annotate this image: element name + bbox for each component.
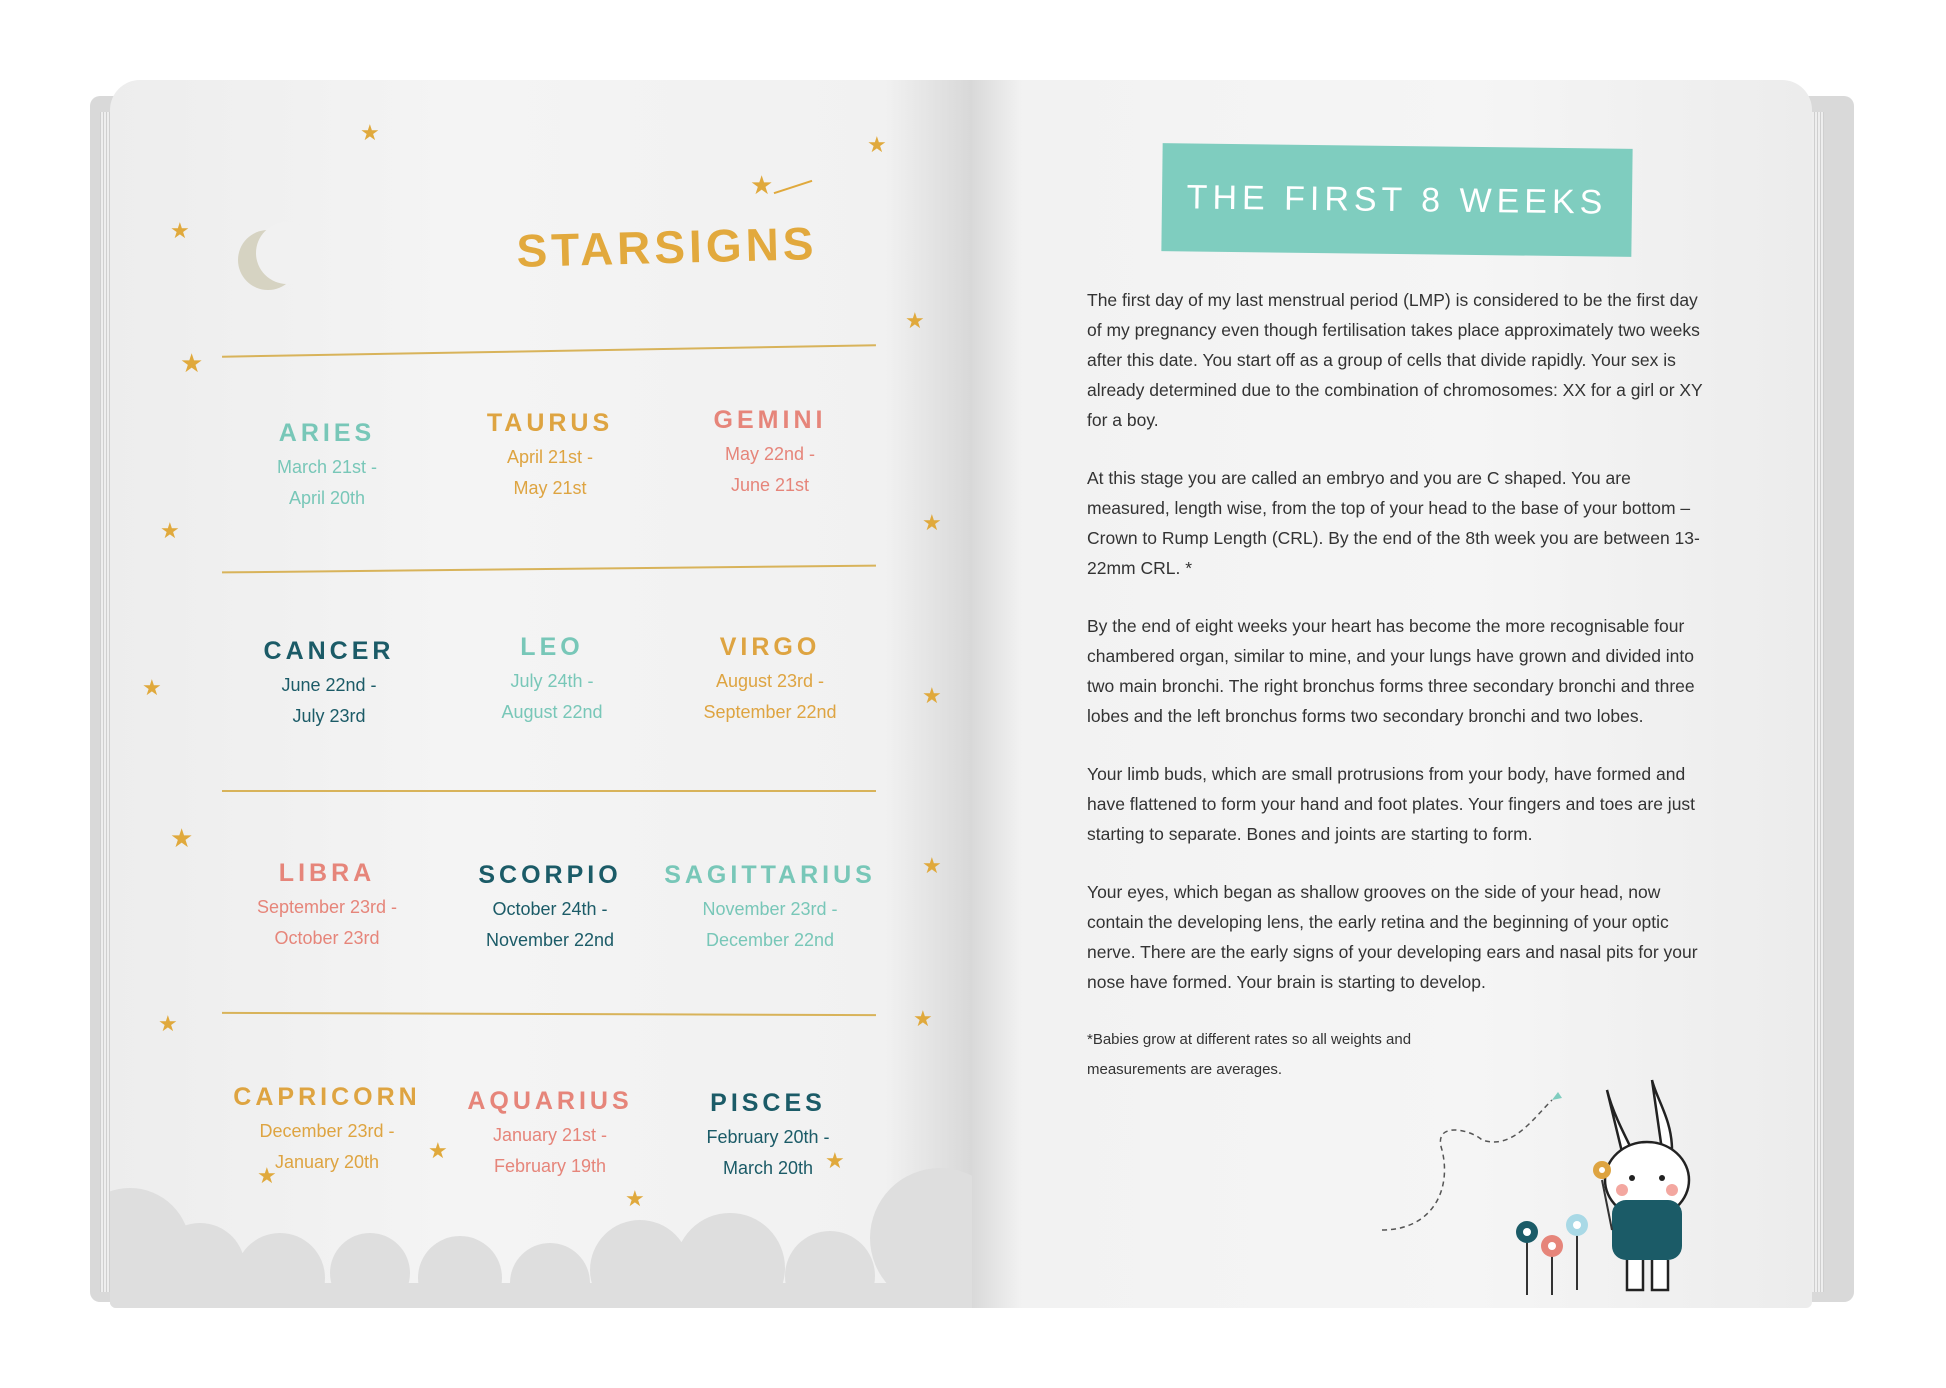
star-icon: ★	[142, 675, 162, 700]
sign-cancer: CANCER June 22nd - July 23rd	[263, 637, 395, 726]
divider	[222, 565, 876, 574]
moon-icon	[238, 230, 298, 290]
sign-aries: ARIES March 21st - April 20th	[276, 419, 378, 508]
sign-virgo: VIRGO August 23rd - September 22nd	[703, 633, 837, 722]
sign-sagittarius: SAGITTARIUS November 23rd - December 22nd	[664, 861, 876, 950]
clouds-illustration	[110, 1158, 972, 1308]
sign-gemini: GEMINI May 22nd - June 21st	[713, 406, 827, 495]
footnote: *Babies grow at different rates so all weights and measurements are averages.	[1087, 1031, 1412, 1078]
star-icon: ★	[913, 1006, 933, 1031]
title-banner	[1161, 143, 1632, 257]
sign-capricorn: CAPRICORN December 23rd - January 20th	[233, 1083, 421, 1172]
divider	[222, 344, 876, 357]
sign-pisces: PISCES February 20th - March 20th	[706, 1089, 830, 1178]
paragraph: Your limb buds, which are small protrusions from your body, have formed and have flattened to form your hand and foot plates. Your fingers and toes are just starting to separate. Bones and joints are starting to form.	[1087, 764, 1696, 844]
page-title: STARSIGNS	[515, 217, 819, 277]
star-icon: ★	[257, 1163, 277, 1188]
sign-aquarius: AQUARIUS January 21st - February 19th	[467, 1087, 633, 1176]
divider	[222, 790, 876, 792]
sign-taurus: TAURUS April 21st - May 21st	[486, 409, 614, 498]
paragraph: Your eyes, which began as shallow grooves on the side of your head, now contain the developing lens, the early retina and the beginning of your optic nerve. There are the early signs of your developing ears and nasal pits for your nose have formed. Your brain is starting to develop.	[1087, 882, 1698, 992]
star-icon: ★	[180, 348, 204, 378]
sign-libra: LIBRA September 23rd - October 23rd	[256, 859, 398, 948]
sign-leo: LEO July 24th - August 22nd	[501, 633, 603, 722]
right-page	[972, 80, 1812, 1308]
star-icon: ★	[625, 1186, 645, 1211]
star-icon: ★	[905, 308, 925, 333]
star-icon: ★	[922, 683, 942, 708]
star-icon: ★	[825, 1148, 845, 1173]
left-page	[110, 80, 972, 1308]
star-icon: ★	[360, 120, 380, 145]
body-text	[1087, 285, 1717, 1113]
paragraph: The first day of my last menstrual period (LMP) is considered to be the first day of my pregnancy even though fertilisation takes place approximately two weeks after this date. You start off as a group of cells that divide rapidly. Your sex is already determined due to the combination of chromosomes: XX for a girl or XY for a boy.	[1087, 290, 1703, 430]
star-icon: ★	[158, 1011, 178, 1036]
star-icon: ★	[922, 853, 942, 878]
divider	[222, 1012, 876, 1016]
paragraph: At this stage you are called an embryo and you are C shaped. You are measured, length wise, from the top of your head to the base of your bottom – Crown to Rump Length (CRL). By the end of the 8th week you are between 13-22mm CRL. *	[1087, 468, 1700, 578]
star-icon: ★	[170, 823, 194, 853]
star-icon: ★	[170, 218, 190, 243]
star-icon: ★	[160, 518, 180, 543]
star-icon: ★	[428, 1138, 448, 1163]
bunny-illustration	[1372, 1060, 1692, 1300]
star-icon: ★	[922, 510, 942, 535]
sign-scorpio: SCORPIO October 24th - November 22nd	[478, 861, 622, 950]
star-icon: ★	[867, 132, 887, 157]
paragraph: By the end of eight weeks your heart has become the more recognisable four chambered organ, similar to mine, and your lungs have grown and divided into two main bronchi. The right bronchus forms three secondary bronchi and three lobes and the left bronchus forms two secondary bronchi and two lobes.	[1087, 616, 1695, 726]
page-title: THE FIRST 8 WEEKS	[1186, 178, 1608, 222]
shooting-star-icon: ★	[750, 172, 813, 198]
